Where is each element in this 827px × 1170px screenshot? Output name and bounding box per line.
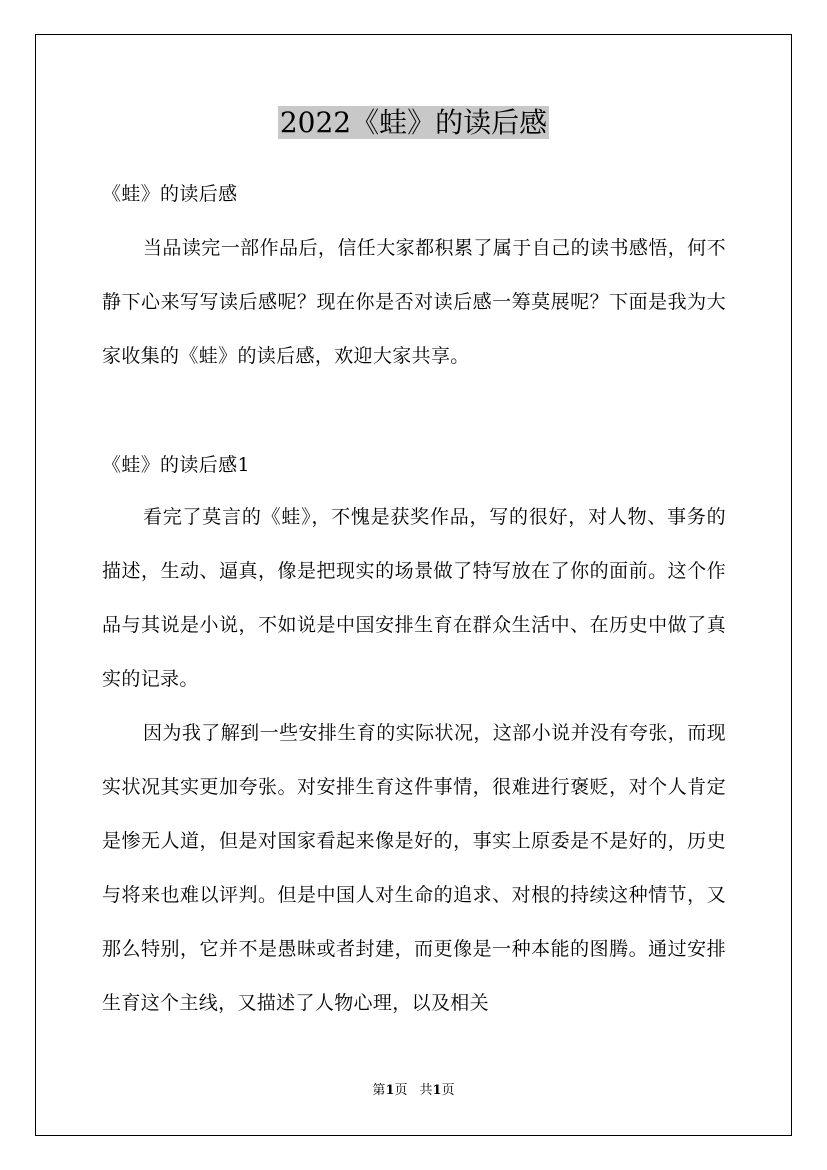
footer-total-number: 1 bbox=[432, 1083, 442, 1098]
footer-total-suffix: 页 bbox=[441, 1083, 455, 1098]
body-paragraph-2: 因为我了解到一些安排生育的实际状况，这部小说并没有夸张，而现实状况其实更加夸张。对安排生育这件事情，很难进行褒贬，对个人肯定是惨无人道，但是对国家看起来像是好的，事实上原委是不是好的，历史与将来也难以评判。但是中国人对生命的追求、对根的持续这种情节，又那么特别，它并不是愚昧或者封建，而更像是一种本能的图腾。通过安排生育这个主线，又描述了人物心理，以及相关 bbox=[102, 722, 726, 1014]
intro-paragraph: 当品读完一部作品后，信任大家都积累了属于自己的读书感悟，何不静下心来写写读后感呢？现在你是否对读后感一筹莫展呢？下面是我为大家收集的《蛙》的读后感，欢迎大家共享。 bbox=[102, 237, 726, 367]
body-paragraph-1: 看完了莫言的《蛙》，不愧是获奖作品，写的很好，对人物、事务的描述，生动、逼真，像是把现实的场景做了特写放在了你的面前。这个作品与其说是小说，不如说是中国安排生育在群众生活中、在历史中做了真实的记录。 bbox=[102, 506, 726, 690]
section-heading: 《蛙》的读后感1 bbox=[102, 454, 250, 476]
footer-total-prefix: 共 bbox=[419, 1083, 433, 1098]
document-title bbox=[0, 103, 827, 143]
document-title-text: 2022《蛙》的读后感 bbox=[279, 106, 548, 139]
footer-page-suffix: 页 bbox=[394, 1083, 408, 1098]
footer-page-prefix: 第 bbox=[372, 1083, 386, 1098]
page-footer bbox=[0, 1082, 827, 1100]
subtitle: 《蛙》的读后感 bbox=[102, 183, 238, 205]
footer-page-number: 1 bbox=[385, 1083, 395, 1098]
